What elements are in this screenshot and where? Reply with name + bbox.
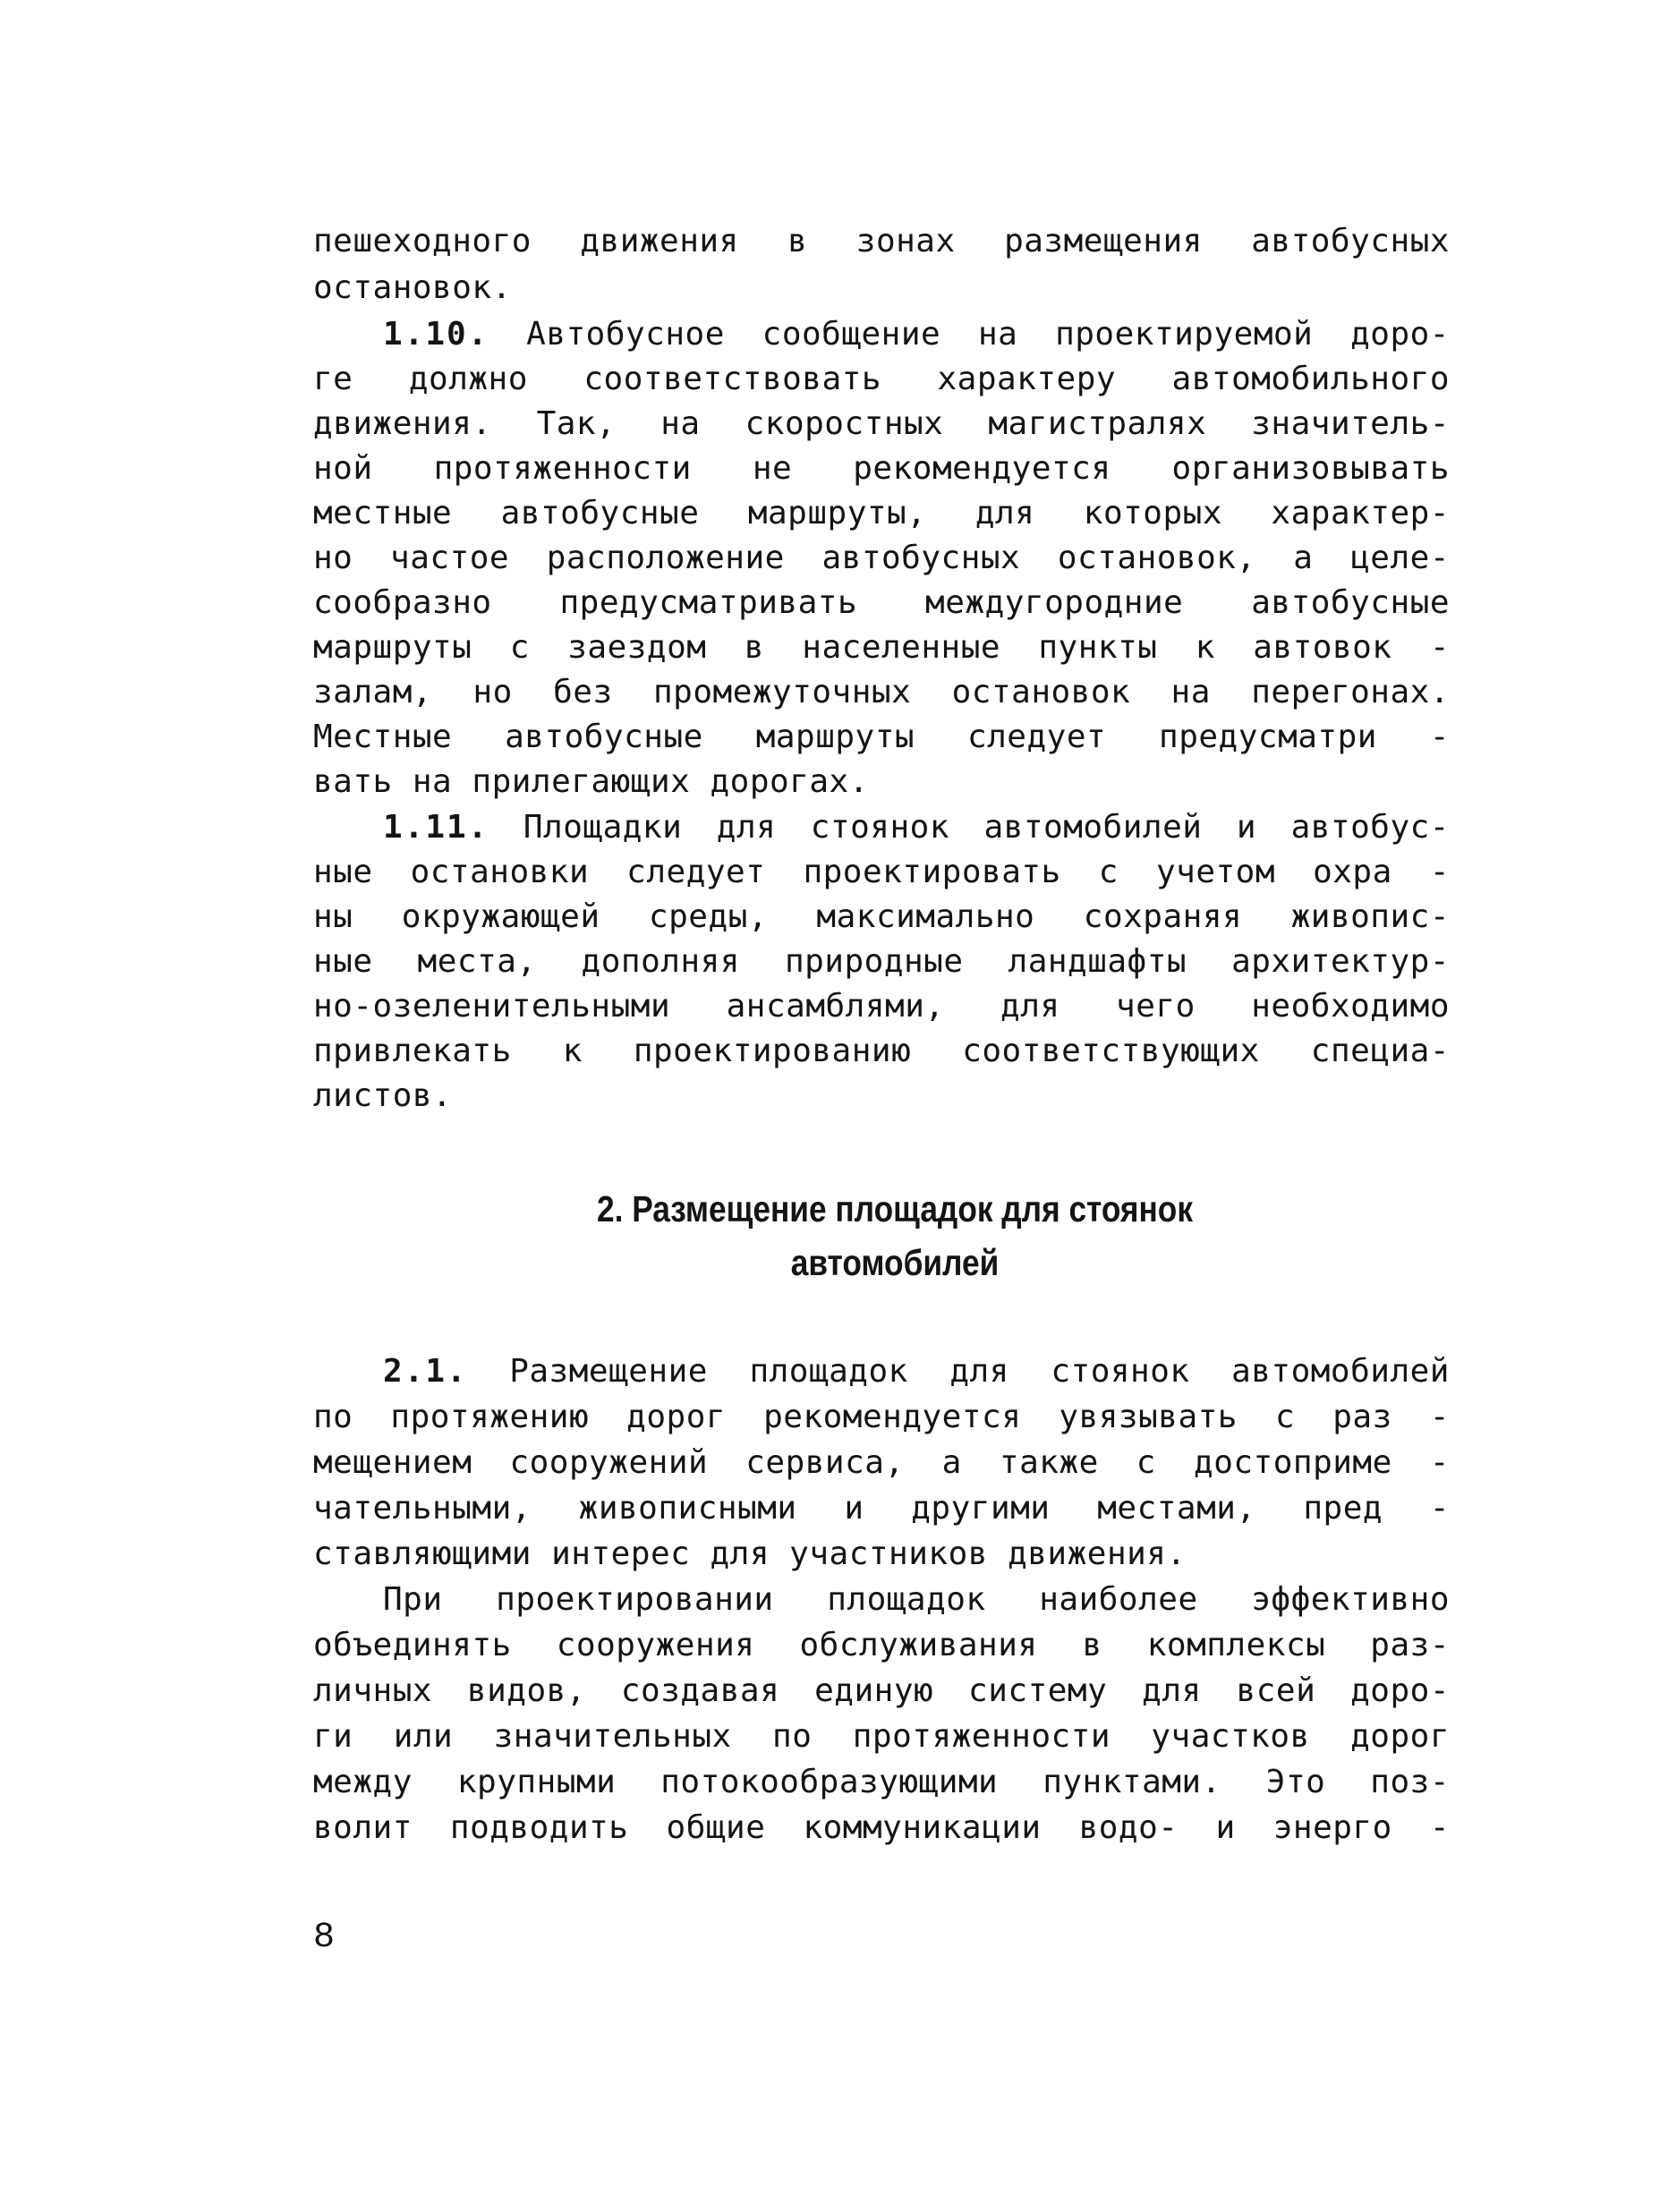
- paragraph-text: Площадки для стоянок автомобилей и автобус-: [523, 809, 1450, 846]
- text-line: но частое расположение автобусных остановок, а целе-: [313, 540, 1450, 576]
- paragraph-first-line: При проектировании площадок наиболее эффективно: [383, 1581, 1450, 1618]
- paragraph-text: Автобусное сообщение на проектируемой доро-: [526, 316, 1450, 353]
- text-line: привлекать к проектированию соответствующих специа-: [313, 1033, 1450, 1069]
- text-line: чательными, живописными и другими местами, пред -: [313, 1490, 1450, 1527]
- text-line: ставляющими интерес для участников движения.: [313, 1536, 1187, 1572]
- text-line: листов.: [313, 1077, 453, 1114]
- paragraph-number: 1.11.: [383, 809, 489, 846]
- text-line: мещением сооружений сервиса, а также с достоприме -: [313, 1444, 1450, 1481]
- text-line: ны окружающей среды, максимально сохраняя живопис-: [313, 898, 1450, 935]
- text-line: местные автобусные маршруты, для которых характер-: [313, 495, 1450, 532]
- paragraph-text: Размещение площадок для стоянок автомобилей: [509, 1353, 1450, 1390]
- text-line: объединять сооружения обслуживания в комплексы раз-: [313, 1627, 1450, 1663]
- text-line: пешеходного движения в зонах размещения автобусных: [313, 223, 1450, 259]
- text-line: но-озеленительными ансамблями, для чего необходимо: [313, 988, 1450, 1025]
- text-line: ные места, дополняя природные ландшафты архитектур-: [313, 943, 1450, 980]
- text-line: между крупными потокообразующими пунктами. Это поз-: [313, 1764, 1450, 1800]
- text-line: ные остановки следует проектировать с учетом охра -: [313, 854, 1450, 890]
- text-line: ной протяженности не рекомендуется организовывать: [313, 450, 1450, 487]
- text-line: Местные автобусные маршруты следует предусматри -: [313, 719, 1450, 755]
- section-heading: 2. Размещение площадок для стоянок: [596, 1188, 1193, 1229]
- page-number: 8: [313, 1918, 336, 1958]
- paragraph-first-line: [383, 312, 1450, 357]
- text-line: волит подводить общие коммуникации водо- и энерго -: [313, 1809, 1450, 1846]
- paragraph-first-line: [383, 805, 1450, 850]
- text-line: ги или значительных по протяженности участков дорог: [313, 1718, 1450, 1755]
- text-line: остановок.: [313, 269, 512, 306]
- text-line: ге должно соответствовать характеру автомобильного: [313, 361, 1450, 397]
- text-line: вать на прилегающих дорогах.: [313, 763, 869, 800]
- text-line: залам, но без промежуточных остановок на перегонах.: [313, 674, 1450, 710]
- text-line: маршруты с заездом в населенные пункты к автовок -: [313, 629, 1450, 666]
- paragraph-number: 2.1.: [383, 1353, 468, 1390]
- text-line: личных видов, создавая единую систему для всей доро-: [313, 1672, 1450, 1709]
- section-heading: автомобилей: [790, 1242, 1000, 1283]
- paragraph-first-line: [383, 1349, 1450, 1394]
- text-line: сообразно предусматривать междугородние автобусные: [313, 584, 1450, 621]
- paragraph-number: 1.10.: [383, 316, 489, 353]
- text-line: движения. Так, на скоростных магистралях значитель-: [313, 405, 1450, 442]
- text-line: по протяжению дорог рекомендуется увязывать с раз -: [313, 1399, 1450, 1435]
